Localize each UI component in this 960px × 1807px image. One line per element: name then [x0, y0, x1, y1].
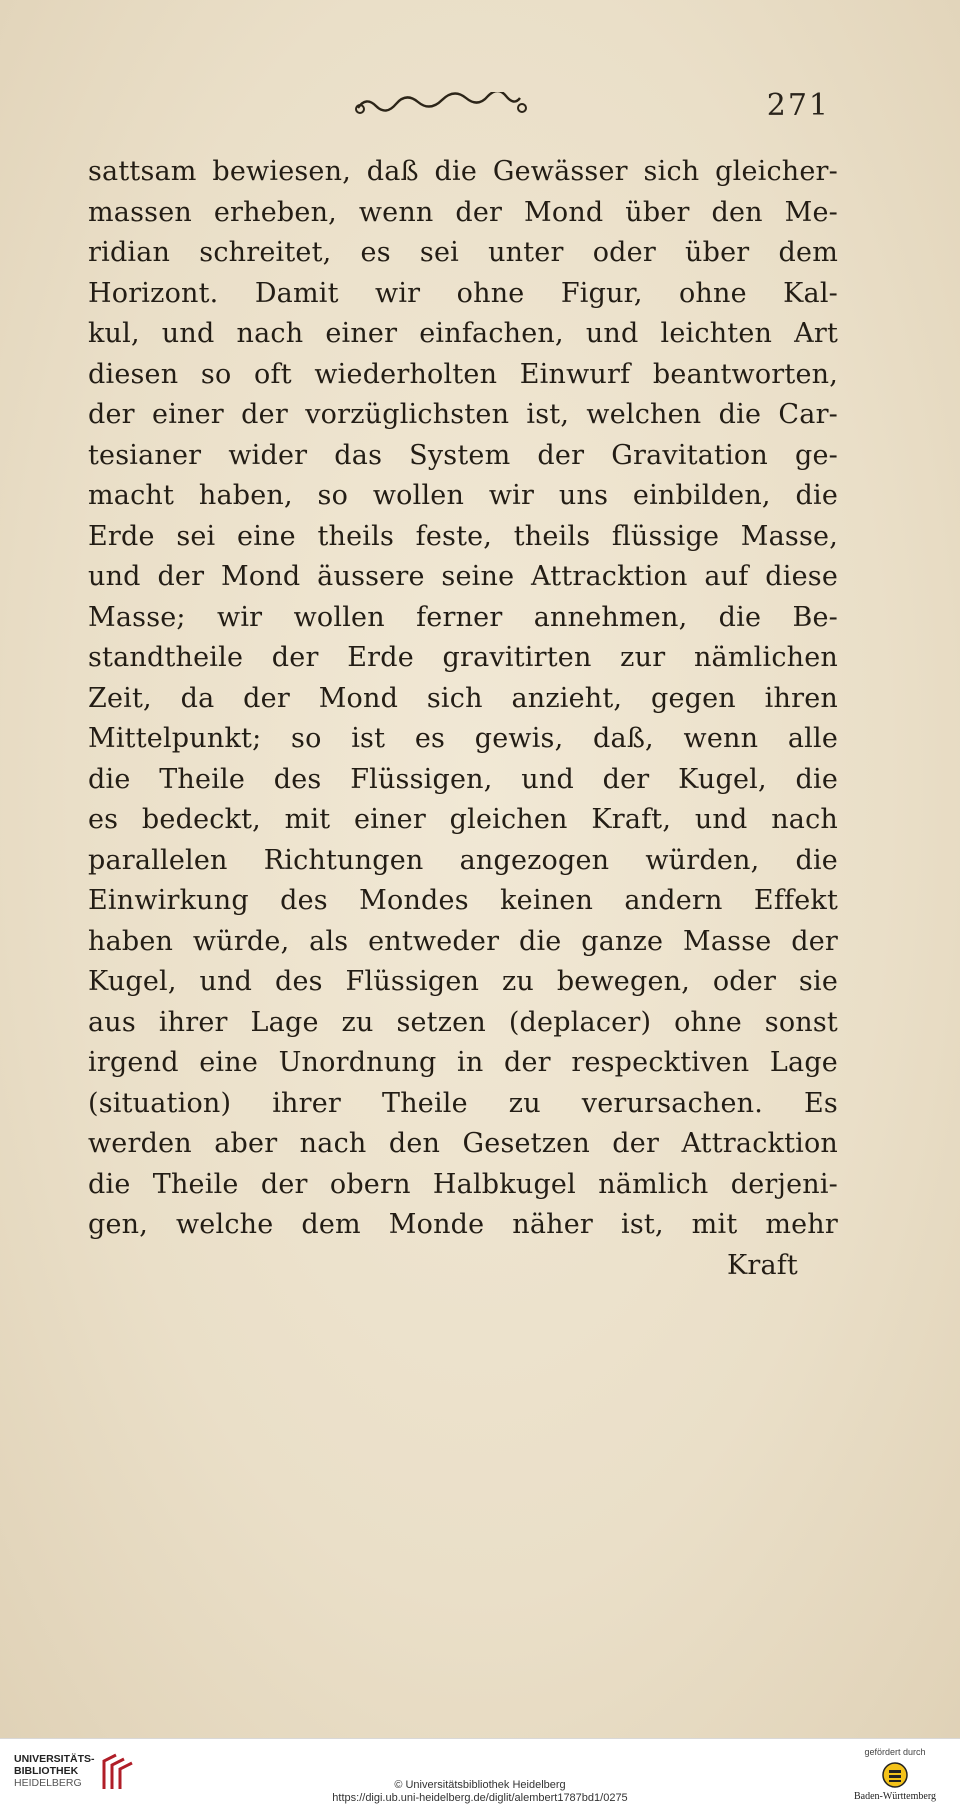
- text-line: werden aber nach den Gesetzen der Attracktion: [88, 1128, 838, 1159]
- text-line: Horizont. Damit wir ohne Figur, ohne Kal-: [88, 277, 838, 309]
- funder-name: Baden-Württemberg: [853, 1791, 936, 1802]
- text-line: haben würde, als entweder die ganze Masse der: [88, 925, 838, 957]
- text-line: irgend eine Unordnung in der respecktiven Lage: [88, 1047, 838, 1078]
- text-line: Zeit, da der Mond sich anzieht, gegen ihren: [88, 682, 838, 714]
- text-line: macht haben, so wollen wir uns einbilden, die: [88, 480, 838, 511]
- text-line: Kugel, und des Flüssigen zu bewegen, oder sie: [88, 966, 838, 997]
- text-line: massen erheben, wenn der Mond über den Me-: [88, 196, 838, 228]
- text-line: aus ihrer Lage zu setzen (deplacer) ohne sonst: [88, 1006, 838, 1038]
- permalink[interactable]: https://digi.ub.uni-heidelberg.de/diglit/alembert1787bd1/0275: [332, 1792, 628, 1804]
- text-line: die Theile des Flüssigen, und der Kugel, die: [88, 763, 838, 795]
- text-line: diesen so oft wiederholten Einwurf beantworten,: [88, 358, 838, 390]
- library-name-line2: BIBLIOTHEK: [14, 1765, 79, 1777]
- text-line: gen, welche dem Monde näher ist, mit mehr: [88, 1209, 838, 1240]
- body-text: [88, 152, 838, 1286]
- text-line: parallelen Richtungen angezogen würden, die: [88, 844, 838, 876]
- text-line: Einwirkung des Mondes keinen andern Effekt: [88, 885, 838, 916]
- header-ornament-icon: [352, 92, 532, 120]
- text-line: Erde sei eine theils feste, theils flüssige Masse,: [88, 520, 838, 552]
- text-line: der einer der vorzüglichsten ist, welchen die Car-: [88, 399, 838, 430]
- state-seal-icon: [881, 1761, 909, 1789]
- footer-bar: [0, 1738, 960, 1807]
- text-line: es bedeckt, mit einer gleichen Kraft, und nach: [88, 804, 838, 835]
- text-line: Mittelpunkt; so ist es gewis, daß, wenn alle: [88, 723, 838, 754]
- funder-label: gefördert durch: [864, 1747, 926, 1757]
- page-number: 271: [766, 88, 830, 123]
- text-line: die Theile der obern Halbkugel nämlich derjeni-: [88, 1168, 838, 1200]
- library-name-line3: HEIDELBERG: [14, 1777, 82, 1789]
- text-line: tesianer wider das System der Gravitation ge-: [88, 439, 838, 471]
- copyright-text: © Universitätsbibliothek Heidelberg: [394, 1779, 566, 1791]
- page-header: [0, 88, 960, 128]
- text-line: Masse; wir wollen ferner annehmen, die Be-: [88, 601, 838, 633]
- text-line: sattsam bewiesen, daß die Gewässer sich gleicher-: [88, 156, 838, 187]
- library-name-line1: UNIVERSITÄTS-: [14, 1753, 95, 1765]
- text-line: kul, und nach einer einfachen, und leichten Art: [88, 318, 838, 349]
- text-line: standtheile der Erde gravitirten zur nämlichen: [88, 642, 838, 673]
- catchword: Kraft: [726, 1249, 798, 1281]
- text-line: ridian schreitet, es sei unter oder über dem: [88, 237, 838, 268]
- text-line: und der Mond äussere seine Attracktion auf diese: [88, 561, 838, 592]
- copyright-notice: [0, 1779, 960, 1805]
- text-line: (situation) ihrer Theile zu verursachen. Es: [88, 1087, 838, 1119]
- funder-block[interactable]: [840, 1747, 950, 1802]
